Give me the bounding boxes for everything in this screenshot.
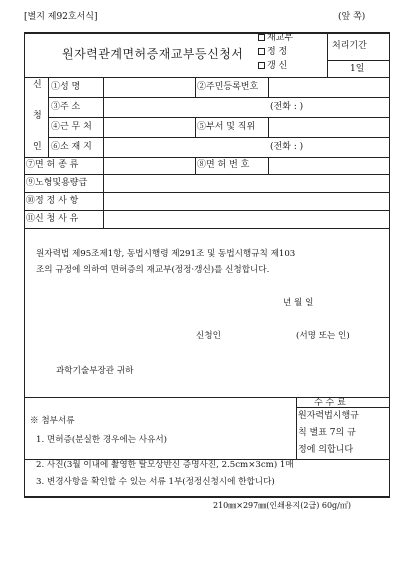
- checkbox-icon[interactable]: [258, 48, 265, 55]
- form-title: 원자력관계면허증재교부등신청서: [62, 47, 244, 61]
- location-label: ⑥소 재 지: [51, 142, 92, 152]
- applicant-label-1: 신: [33, 80, 42, 90]
- fee-text-1: 원자력법시행규: [298, 411, 359, 421]
- option-renewal[interactable]: 갱 신: [258, 61, 287, 72]
- checkbox-icon[interactable]: [258, 34, 265, 41]
- declaration-line-1: 원자력법 제95조제1항, 동법시행령 제291조 및 동법시행규칙 제103: [36, 249, 296, 259]
- declaration-line-2: 조의 규정에 의하여 면허증의 재교부(정정·갱신)를 신청합니다.: [36, 265, 270, 275]
- attachment-item-1: 1. 면허증(분실한 경우에는 사유서): [36, 435, 168, 445]
- processing-value: 1일: [350, 64, 365, 74]
- location-phone: (전화 : ): [270, 142, 304, 152]
- recipient: 과학기술부장관 귀하: [56, 366, 134, 376]
- fee-label: 수 수 료: [314, 398, 346, 408]
- applicant-label-3: 인: [33, 142, 42, 152]
- correction-label: ⑩정 정 사 항: [26, 196, 79, 206]
- page-side: (앞 쪽): [338, 12, 366, 22]
- signature-note: (서명 또는 인): [296, 331, 350, 341]
- address-label: ③주 소: [51, 102, 81, 112]
- rrn-label: ②주민등록번호: [197, 82, 259, 92]
- option-reissue[interactable]: 재교부: [258, 33, 293, 44]
- address-phone: (전화 : ): [270, 102, 304, 112]
- option-correction[interactable]: 정 정: [258, 47, 287, 58]
- department-label: ⑤부서 및 직위: [197, 122, 256, 132]
- reason-label: ⑪신 청 사 유: [26, 214, 79, 224]
- attachment-item-2: 2. 사진(3월 이내에 촬영한 탈모상반신 증명사진, 2.5cm×3cm) 1매: [36, 460, 294, 470]
- applicant-label-2: 청: [33, 111, 42, 121]
- paper-spec-footer: 210㎜×297㎜(인쇄용지(2급) 60g/㎡): [213, 501, 351, 510]
- reactor-type-label: ⑨노형및용량급: [26, 178, 88, 188]
- attachments-title: ※ 첨부서류: [30, 416, 75, 426]
- form-number: [별지 제92호서식]: [24, 12, 98, 22]
- applicant-signature-label: 신청인: [196, 331, 221, 341]
- license-number-label: ⑧면 허 번 호: [197, 160, 250, 170]
- processing-label: 처리기간: [332, 41, 367, 51]
- fee-text-2: 칙 별표 7의 규: [298, 428, 356, 438]
- workplace-label: ④근 무 처: [51, 122, 92, 132]
- name-label: ①성 명: [51, 82, 81, 92]
- attachment-item-3: 3. 변경사항을 확인할 수 있는 서류 1부(정정신청시에 한합니다): [36, 477, 275, 487]
- checkbox-icon[interactable]: [258, 62, 265, 69]
- fee-text-3: 정에 의합니다: [298, 445, 354, 455]
- date-line: 년 월 일: [283, 298, 314, 308]
- license-type-label: ⑦면 허 종 류: [26, 160, 79, 170]
